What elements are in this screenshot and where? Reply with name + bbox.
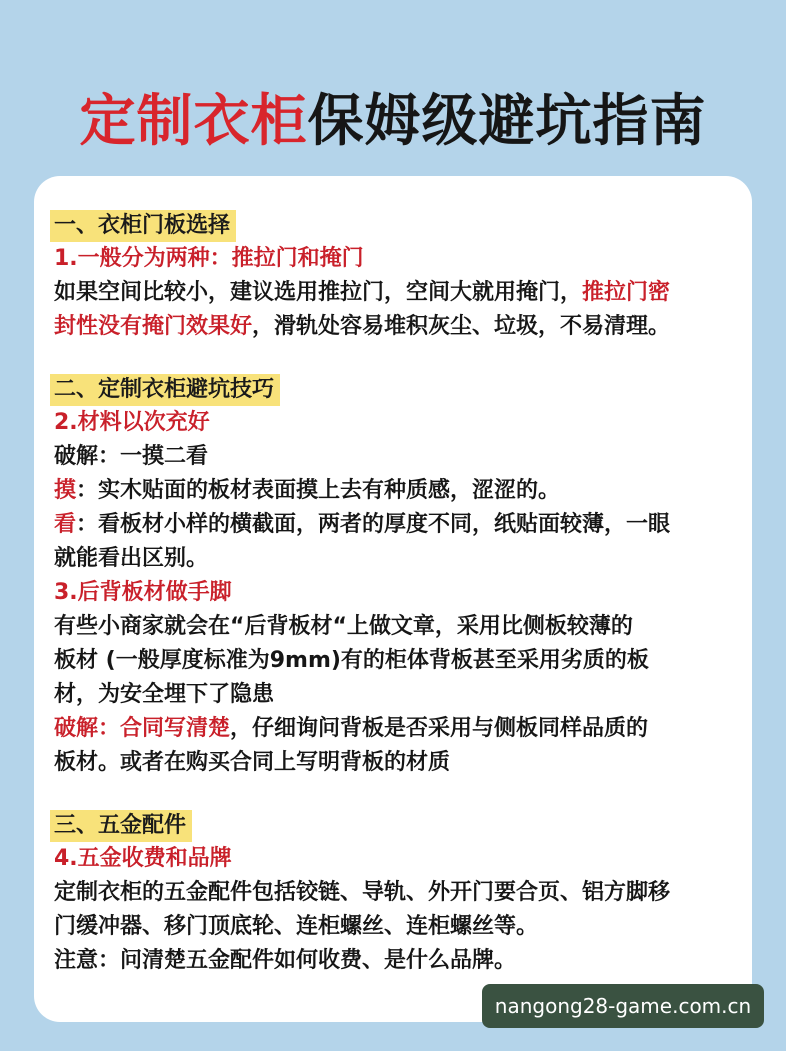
highlight-text: 摸 (54, 478, 77, 503)
highlight-text: 看 (54, 512, 77, 537)
article-body (50, 210, 720, 978)
paragraph (54, 276, 720, 310)
paragraph (54, 474, 720, 508)
title-black: 保姆级避坑指南 (307, 89, 707, 154)
paragraph (54, 310, 720, 344)
page-title (0, 82, 786, 162)
section-3 (50, 810, 720, 978)
subheading: 1.一般分为两种：推拉门和掩门 (54, 246, 364, 271)
paragraph (54, 712, 720, 746)
text: 如果空间比较小，建议选用推拉门，空间大就用掩门， (54, 280, 583, 305)
text: ，仔细询问背板是否采用与侧板同样品质的 (230, 716, 649, 741)
section-heading: 二、定制衣柜避坑技巧 (50, 374, 280, 406)
highlight-text: 封性没有掩门效果好 (54, 314, 253, 339)
subheading: 3.后背板材做手脚 (54, 580, 232, 605)
paragraph: 就能看出区别。 (54, 546, 209, 571)
highlight-text: 破解：合同写清楚 (54, 716, 231, 741)
subheading: 4.五金收费和品牌 (54, 846, 232, 871)
section-1 (50, 210, 720, 344)
section-2 (50, 374, 720, 780)
paragraph: 破解：一摸二看 (54, 444, 209, 469)
section-heading: 一、衣柜门板选择 (50, 210, 236, 242)
text: ：实木贴面的板材表面摸上去有种质感，涩涩的。 (76, 478, 561, 503)
paragraph: 板材 (一般厚度标准为9mm)有的柜体背板甚至采用劣质的板 (54, 648, 649, 673)
section-heading: 三、五金配件 (50, 810, 192, 842)
title-red: 定制衣柜 (79, 89, 308, 154)
paragraph: 板材。或者在购买合同上写明背板的材质 (54, 750, 451, 775)
paragraph: 门缓冲器、移门顶底轮、连柜螺丝、连柜螺丝等。 (54, 914, 539, 939)
text: ，滑轨处容易堆积灰尘、垃圾，不易清理。 (252, 314, 671, 339)
paragraph: 材，为安全埋下了隐患 (54, 682, 275, 707)
paragraph: 注意：问清楚五金配件如何收费、是什么品牌。 (54, 948, 517, 973)
watermark-label: nangong28-game.com.cn (482, 984, 764, 1028)
paragraph (54, 508, 720, 542)
paragraph: 定制衣柜的五金配件包括铰链、导轨、外开门要合页、铝方脚移 (54, 880, 671, 905)
text: ：看板材小样的横截面，两者的厚度不同，纸贴面较薄，一眼 (76, 512, 671, 537)
subheading: 2.材料以次充好 (54, 410, 210, 435)
paragraph: 有些小商家就会在“后背板材“上做文章，采用比侧板较薄的 (54, 614, 633, 639)
highlight-text: 推拉门密 (582, 280, 671, 305)
